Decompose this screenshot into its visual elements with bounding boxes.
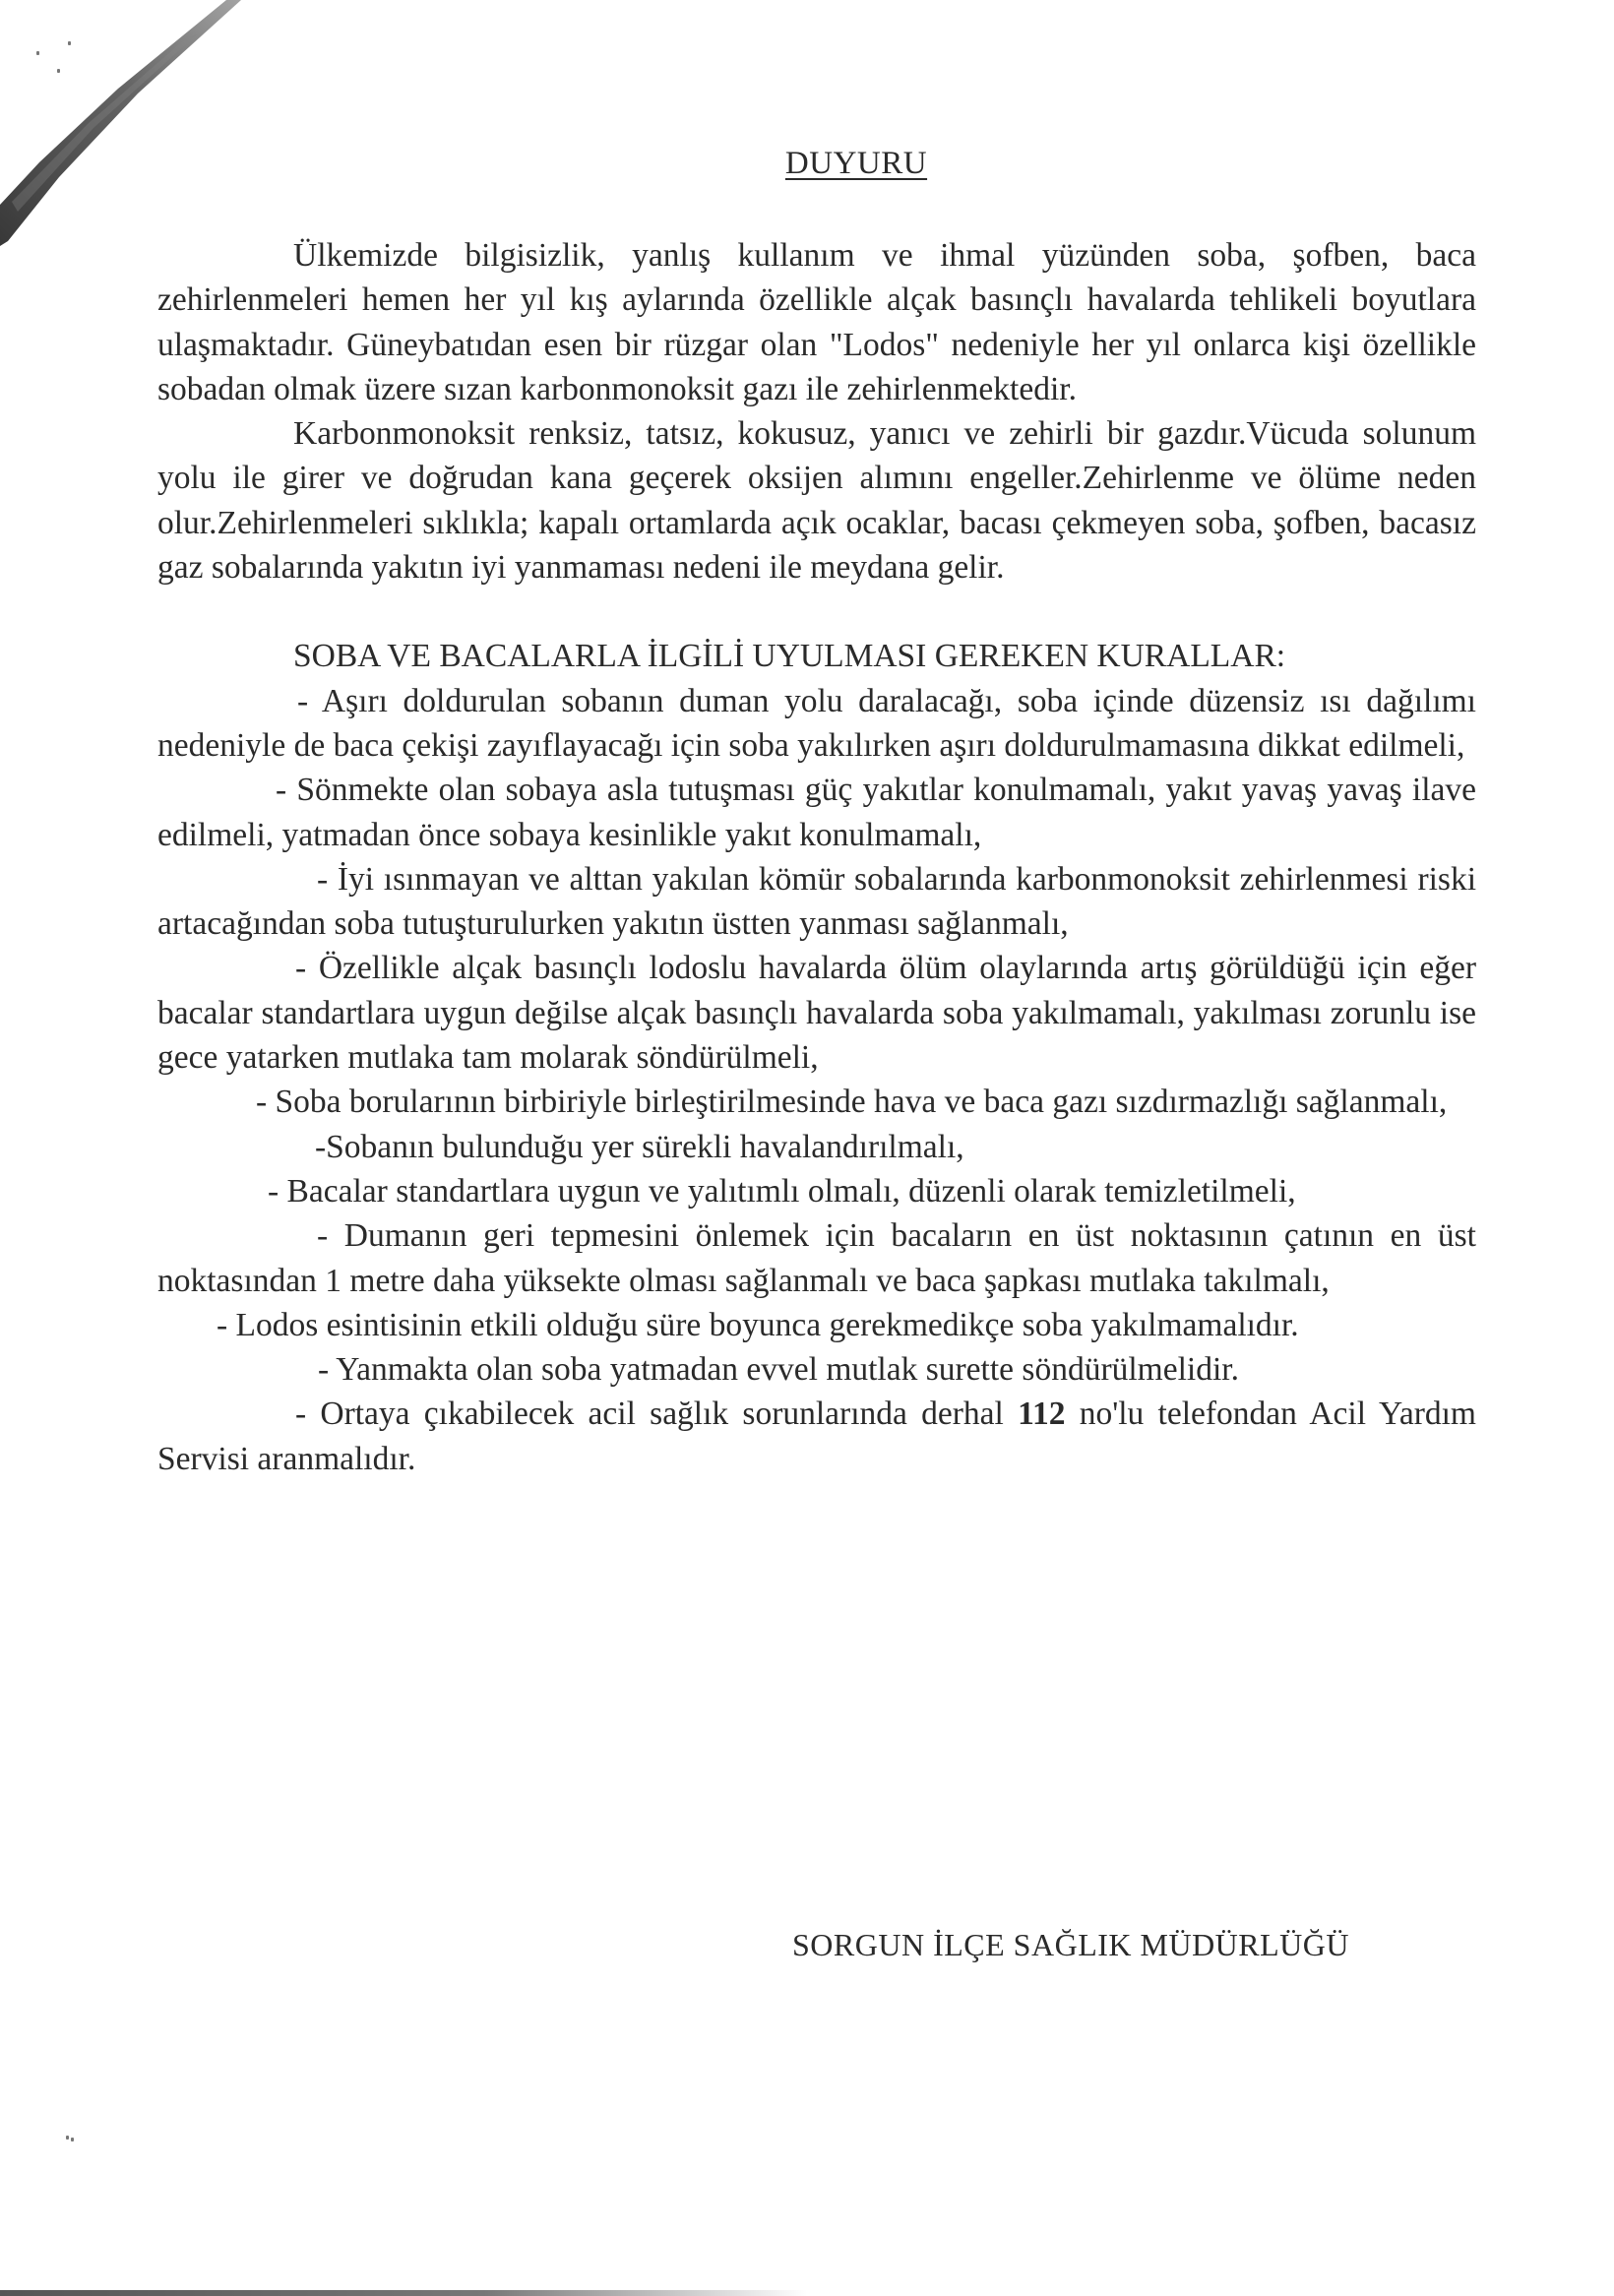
rule-item: - Dumanın geri tepmesini önlemek için bacaların en üst noktasının çatının en üst noktasından 1 metre daha yüksekte olması sağlanmalı ve baca şapkası mutlaka takılmalı, bbox=[157, 1217, 1476, 1299]
emergency-rule-text-end: no'lu telefondan Acil Yardım Servisi aranmalıdır. bbox=[157, 1396, 1476, 1477]
document-title bbox=[0, 146, 1614, 182]
rule-item: -Sobanın bulunduğu yer sürekli havalandırılmalı, bbox=[315, 1128, 964, 1165]
scan-speck bbox=[66, 2136, 69, 2140]
rule-item-emergency bbox=[157, 1392, 1476, 1481]
scan-speck bbox=[36, 51, 39, 55]
title-text: DUYURU bbox=[784, 146, 928, 181]
rule-item: - Lodos esintisinin etkili olduğu süre boyunca gerekmedikçe soba yakılmamalıdır. bbox=[217, 1306, 1299, 1343]
rule-item: - Özellikle alçak basınçlı lodoslu havalarda ölüm olaylarında artış görüldüğü için eğer bacalar standartlara uygun değilse alçak basınçlı havalarda soba yakılmamalı, yakılması zorunlu ise gece yatarken mutlaka tam molarak söndürülmeli, bbox=[157, 950, 1476, 1077]
scan-speck bbox=[71, 2138, 74, 2141]
rules-heading: SOBA VE BACALARLA İLGİLİ UYULMASI GEREKEN KURALLAR: bbox=[293, 638, 1286, 675]
scan-bottom-edge bbox=[0, 2290, 807, 2296]
emergency-number: 112 bbox=[1018, 1396, 1066, 1433]
emergency-rule-text-start: - Ortaya çıkabilecek acil sağlık sorunlarında derhal bbox=[295, 1396, 1019, 1433]
rule-item: - İyi ısınmayan ve alttan yakılan kömür sobalarında karbonmonoksit zehirlenmesi riski artacağından soba tutuşturulurken yakıtın üstten yanması sağlanmalı, bbox=[157, 860, 1476, 943]
signature-authority: SORGUN İLÇE SAĞLIK MÜDÜRLÜĞÜ bbox=[792, 1927, 1349, 1962]
rule-item: - Bacalar standartlara uygun ve yalıtımlı olmalı, düzenli olarak temizletilmeli, bbox=[268, 1172, 1296, 1210]
intro-paragraph: Ülkemizde bilgisizlik, yanlış kullanım ve ihmal yüzünden soba, şofben, baca zehirlenmeleri hemen her yıl kış aylarında özellikle alçak basınçlı havalarda tehlikeli boyutlara ulaşmaktadır. Güneybatıdan esen bir rüzgar olan "Lodos" nedeniyle her yıl onlarca kişi özellikle sobadan olmak üzere sızan karbonmonoksit gazı ile zehirlenmektedir. bbox=[157, 237, 1476, 407]
rule-item: - Sönmekte olan sobaya asla tutuşması güç yakıtlar konulmamalı, yakıt yavaş yavaş ilave edilmeli, yatmadan önce sobaya kesinlikle yakıt konulmamalı, bbox=[157, 772, 1476, 853]
rule-item: - Yanmakta olan soba yatmadan evvel mutlak surette söndürülmelidir. bbox=[318, 1351, 1239, 1389]
scan-speck bbox=[68, 41, 71, 45]
rule-item: - Soba borularının birbiriyle birleştirilmesinde hava ve baca gazı sızdırmazlığı sağlanmalı, bbox=[256, 1084, 1448, 1121]
carbon-monoxide-paragraph: Karbonmonoksit renksiz, tatsız, kokusuz, yanıcı ve zehirli bir gazdır.Vücuda solunum yolu ile girer ve doğrudan kana geçerek oksijen alımını engeller.Zehirlenme ve ölüme neden olur.Zehirlenmeleri sıklıkla; kapalı ortamlarda açık ocaklar, bacası çekmeyen soba, şofben, bacasız gaz sobalarında yakıtın iyi yanmaması nedeni ile meydana gelir. bbox=[157, 415, 1476, 587]
scan-corner-shadow bbox=[0, 0, 335, 266]
document-body bbox=[157, 233, 1476, 1481]
rule-item: - Aşırı doldurulan sobanın duman yolu daralacağı, soba içinde düzensiz ısı dağılımı nedeniyle de baca çekişi zayıflayacağı için soba yakılırken aşırı doldurulmamasına dikkat edilmeli, bbox=[157, 682, 1476, 764]
scan-speck bbox=[57, 69, 60, 73]
